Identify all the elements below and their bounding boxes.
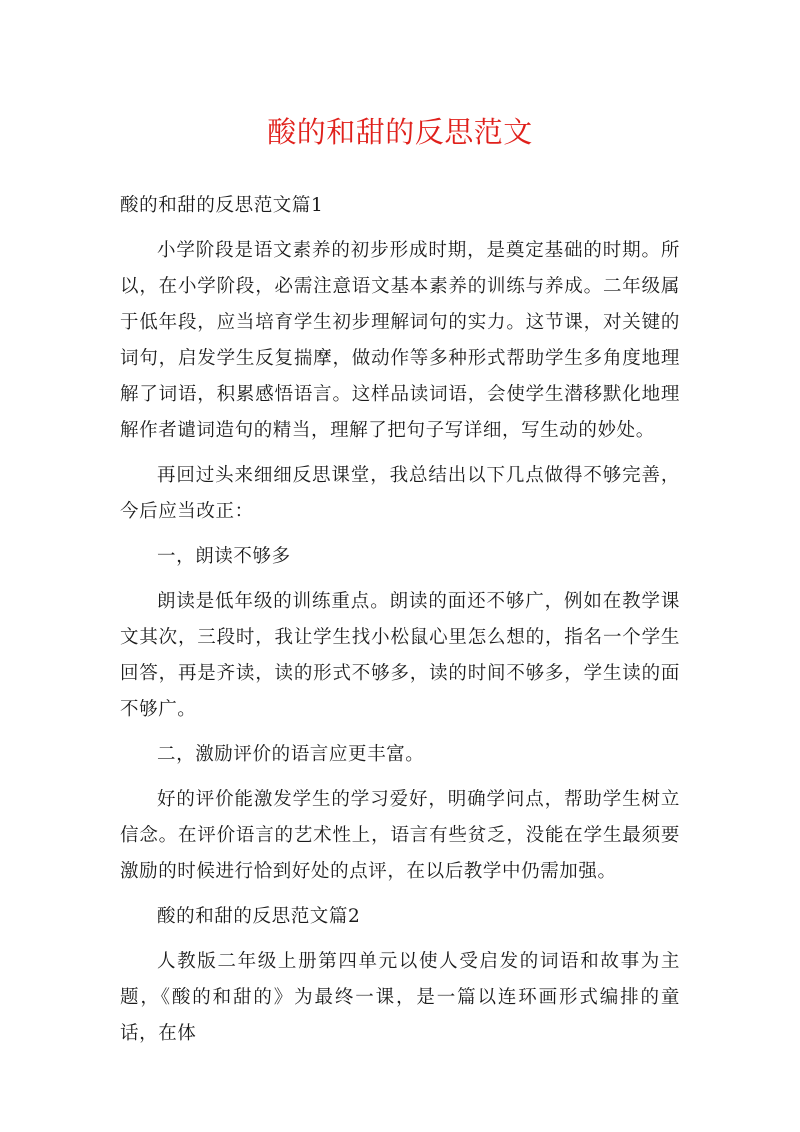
section-heading-2: 酸的和甜的反思范文篇2 — [157, 906, 361, 927]
section-heading-1: 酸的和甜的反思范文篇1 — [120, 195, 324, 216]
body-paragraph: 好的评价能激发学生的学习爱好，明确学问点，帮助学生树立信念。在评价语言的艺术性上，语言有些贫乏，没能在学生最须要激励的时候进行恰到好处的点评，在以后教学中仍需加强。 — [120, 789, 680, 882]
subheading-reading: 一，朗读不够多 — [157, 546, 291, 567]
body-paragraph: 小学阶段是语文素养的初步形成时期，是奠定基础的时期。所以，在小学阶段，必需注意语文基本素养的训练与养成。二年级属于低年段，应当培育学生初步理解词句的实力。这节课，对关键的词句，启发学生反复揣摩，做动作等多种形式帮助学生多角度地理解了词语，积累感悟语言。这样品读词语，会使学生潜移默化地理解作者谴词造句的精当，理解了把句子写详细，写生动的妙处。 — [120, 240, 680, 441]
body-paragraph: 再回过头来细细反思课堂，我总结出以下几点做得不够完善，今后应当改正： — [120, 465, 680, 522]
document-title: 酸的和甜的反思范文 — [267, 115, 533, 149]
subheading-evaluation: 二，激励评价的语言应更丰富。 — [157, 744, 425, 765]
body-paragraph: 朗读是低年级的训练重点。朗读的面还不够广，例如在教学课文其次，三段时，我让学生找小松鼠心里怎么想的，指名一个学生回答，再是齐读，读的形式不够多，读的时间不够多，学生读的面不够广。 — [120, 591, 680, 720]
body-paragraph: 人教版二年级上册第四单元以使人受启发的词语和故事为主题，《酸的和甜的》为最终一课，是一篇以连环画形式编排的童话，在体 — [120, 951, 680, 1044]
